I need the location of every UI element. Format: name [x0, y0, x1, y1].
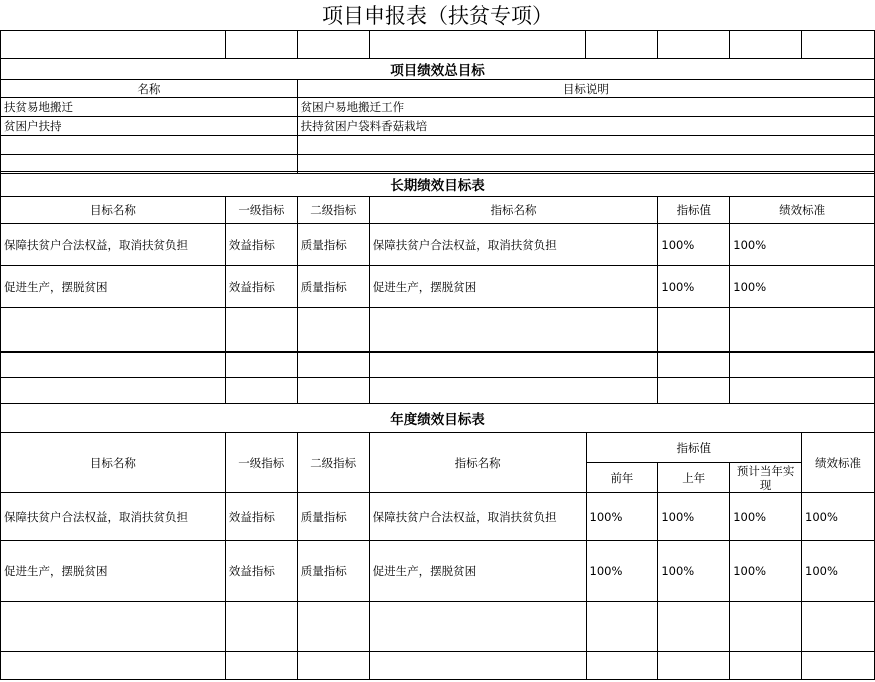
blank-cell[interactable]	[225, 378, 297, 404]
blank-cell[interactable]	[225, 31, 297, 59]
indicator-name-cell[interactable]: 促进生产，摆脱贫困	[369, 266, 658, 308]
last-year-cell[interactable]: 100%	[658, 493, 730, 541]
goal-desc-cell[interactable]: 贫困户易地搬迁工作	[297, 98, 874, 117]
blank-cell[interactable]	[1, 378, 226, 404]
goal-name-cell[interactable]: 促进生产，摆脱贫困	[1, 541, 226, 602]
column-header: 二级指标	[297, 197, 369, 224]
blank-cell[interactable]	[369, 352, 658, 378]
standard-cell[interactable]: 100%	[730, 266, 875, 308]
blank-cell[interactable]	[658, 378, 730, 404]
standard-cell[interactable]: 100%	[802, 493, 875, 541]
blank-cell[interactable]	[586, 602, 658, 652]
standard-cell[interactable]: 100%	[802, 541, 875, 602]
page-title: 项目申报表（扶贫专项）	[322, 4, 553, 28]
blank-cell[interactable]	[225, 352, 297, 378]
column-header: 绩效标准	[730, 197, 875, 224]
goal-name-cell[interactable]: 保障扶贫户合法权益，取消扶贫负担	[1, 224, 226, 266]
blank-cell[interactable]	[730, 602, 802, 652]
column-header: 指标名称	[369, 197, 658, 224]
blank-cell[interactable]	[730, 31, 802, 59]
indicator-name-cell[interactable]: 保障扶贫户合法权益，取消扶贫负担	[369, 224, 658, 266]
blank-cell[interactable]	[225, 308, 297, 352]
indicator-value-cell[interactable]: 100%	[658, 266, 730, 308]
goal-name-cell[interactable]: 促进生产，摆脱贫困	[1, 266, 226, 308]
blank-cell[interactable]	[369, 31, 586, 59]
blank-cell[interactable]	[730, 308, 875, 352]
annual-goals-table	[0, 403, 875, 680]
blank-cell[interactable]	[586, 652, 658, 680]
table-row	[1, 378, 875, 404]
level1-indicator-cell[interactable]: 效益指标	[225, 224, 297, 266]
table-row	[1, 652, 875, 680]
column-header: 前年	[586, 463, 658, 493]
column-header: 名称	[1, 80, 298, 98]
goal-name-cell[interactable]	[1, 136, 298, 155]
level1-indicator-cell[interactable]: 效益指标	[225, 541, 297, 602]
table-row	[1, 493, 875, 541]
blank-cell[interactable]	[297, 308, 369, 352]
goal-desc-cell[interactable]: 扶持贫困户袋料香菇栽培	[297, 117, 874, 136]
blank-cell[interactable]	[297, 31, 369, 59]
blank-cell[interactable]	[586, 31, 658, 59]
table-row	[1, 308, 875, 352]
goal-name-cell[interactable]: 保障扶贫户合法权益，取消扶贫负担	[1, 493, 226, 541]
blank-cell[interactable]	[1, 308, 226, 352]
section-heading: 年度绩效目标表	[1, 404, 875, 433]
blank-cell[interactable]	[1, 652, 226, 680]
blank-cell[interactable]	[801, 31, 874, 59]
overall-goals-table	[0, 58, 875, 174]
blank-cell[interactable]	[225, 652, 297, 680]
blank-header-row	[0, 30, 875, 59]
blank-cell[interactable]	[225, 602, 297, 652]
column-header: 绩效标准	[802, 433, 875, 493]
table-row	[1, 224, 875, 266]
expected-cell[interactable]: 100%	[730, 541, 802, 602]
column-header: 上年	[658, 463, 730, 493]
indicator-name-cell[interactable]: 促进生产，摆脱贫困	[369, 541, 586, 602]
section-heading: 长期绩效目标表	[1, 172, 875, 197]
table-row	[1, 98, 875, 117]
section-heading: 项目绩效总目标	[1, 59, 875, 80]
table-row	[1, 352, 875, 378]
column-header: 一级指标	[225, 433, 297, 493]
blank-cell[interactable]	[658, 352, 730, 378]
blank-cell[interactable]	[1, 602, 226, 652]
goal-desc-cell[interactable]	[297, 136, 874, 155]
indicator-value-cell[interactable]: 100%	[658, 224, 730, 266]
last-year-cell[interactable]: 100%	[658, 541, 730, 602]
blank-cell[interactable]	[730, 652, 802, 680]
level2-indicator-cell[interactable]: 质量指标	[297, 266, 369, 308]
expected-cell[interactable]: 100%	[730, 493, 802, 541]
blank-cell[interactable]	[369, 378, 658, 404]
table-row	[1, 541, 875, 602]
table-row	[1, 136, 875, 155]
table-row	[1, 602, 875, 652]
column-header: 二级指标	[297, 433, 369, 493]
blank-cell[interactable]	[658, 308, 730, 352]
column-header: 指标名称	[369, 433, 586, 493]
blank-cell[interactable]	[297, 602, 369, 652]
column-header: 指标值	[586, 433, 802, 463]
table-row	[1, 117, 875, 136]
level2-indicator-cell[interactable]: 质量指标	[297, 541, 369, 602]
column-header: 一级指标	[225, 197, 297, 224]
blank-cell[interactable]	[658, 602, 730, 652]
blank-cell[interactable]	[369, 652, 586, 680]
standard-cell[interactable]: 100%	[730, 224, 875, 266]
blank-cell[interactable]	[369, 602, 586, 652]
longterm-goals-table	[0, 171, 875, 404]
goal-name-cell[interactable]: 贫困户扶持	[1, 117, 298, 136]
blank-cell[interactable]	[658, 31, 730, 59]
level1-indicator-cell[interactable]: 效益指标	[225, 266, 297, 308]
column-header: 预计当年实现	[730, 463, 802, 493]
goal-name-cell[interactable]: 扶贫易地搬迁	[1, 98, 298, 117]
column-header: 目标说明	[297, 80, 874, 98]
blank-cell[interactable]	[730, 378, 875, 404]
prev-year-cell[interactable]: 100%	[586, 493, 658, 541]
level2-indicator-cell[interactable]: 质量指标	[297, 224, 369, 266]
blank-cell[interactable]	[1, 352, 226, 378]
blank-cell[interactable]	[802, 602, 875, 652]
blank-cell[interactable]	[802, 652, 875, 680]
column-header: 目标名称	[1, 433, 226, 493]
blank-cell[interactable]	[297, 352, 369, 378]
indicator-name-cell[interactable]: 保障扶贫户合法权益，取消扶贫负担	[369, 493, 586, 541]
level2-indicator-cell[interactable]: 质量指标	[297, 493, 369, 541]
blank-cell[interactable]	[297, 378, 369, 404]
blank-cell[interactable]	[658, 652, 730, 680]
blank-cell[interactable]	[297, 652, 369, 680]
column-header: 指标值	[658, 197, 730, 224]
prev-year-cell[interactable]: 100%	[586, 541, 658, 602]
blank-cell[interactable]	[369, 308, 658, 352]
blank-cell[interactable]	[730, 352, 875, 378]
table-row	[1, 266, 875, 308]
blank-cell[interactable]	[1, 31, 226, 59]
level1-indicator-cell[interactable]: 效益指标	[225, 493, 297, 541]
column-header: 目标名称	[1, 197, 226, 224]
